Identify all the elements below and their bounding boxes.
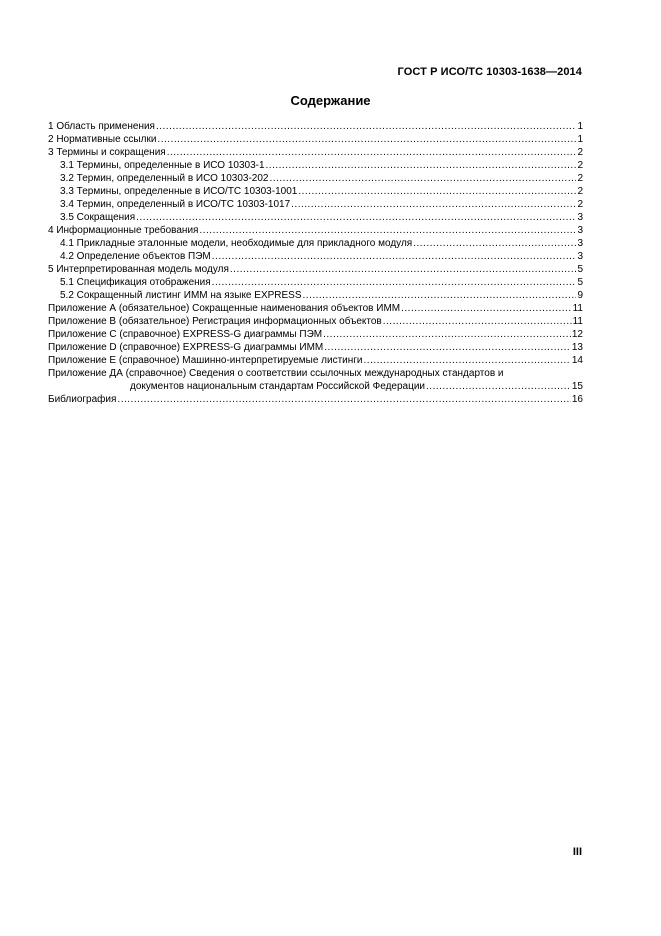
toc-entry-page: 14 (571, 355, 583, 366)
toc-leader-dots (167, 146, 577, 159)
toc-entry[interactable] (48, 211, 583, 224)
toc-entry[interactable] (48, 302, 583, 315)
toc-entry[interactable] (48, 172, 583, 185)
toc-leader-dots (426, 380, 571, 393)
toc-leader-dots (157, 133, 576, 146)
toc-entry[interactable] (48, 224, 583, 237)
toc-entry-page: 3 (577, 225, 583, 236)
toc-entry[interactable] (48, 120, 583, 133)
toc-entry-title: 3.2 Термин, определенный в ИСО 10303-202 (60, 173, 269, 184)
page-title: Содержание (290, 93, 371, 108)
toc-entry-continuation[interactable] (48, 380, 583, 393)
page-number: III (572, 846, 582, 858)
toc-leader-dots (199, 224, 576, 237)
toc-entry-page: 1 (577, 134, 583, 145)
toc-entry[interactable] (48, 289, 583, 302)
toc-entry[interactable] (48, 367, 583, 380)
toc-entry-page: 5 (577, 264, 583, 275)
toc-entry[interactable] (48, 328, 583, 341)
toc-entry-title: 3 Термины и сокращения (48, 147, 166, 158)
toc-entry-title: Приложение А (обязательное) Сокращенные наименования объектов ИММ (48, 303, 401, 314)
toc-leader-dots (298, 185, 576, 198)
toc-entry[interactable] (48, 146, 583, 159)
toc-leader-dots (401, 302, 571, 315)
toc-entry-page: 1 (577, 121, 583, 132)
toc-entry-page: 3 (577, 251, 583, 262)
toc-entry-title-continuation: документов национальным стандартам Российской Федерации (130, 381, 426, 392)
toc-entry-page: 3 (577, 238, 583, 249)
toc-leader-dots (212, 250, 577, 263)
toc-entry-title: 4 Информационные требования (48, 225, 199, 236)
toc-leader-dots (156, 120, 576, 133)
toc-entry-page: 5 (577, 277, 583, 288)
toc-entry-title: 3.3 Термины, определенные в ИСО/ТС 10303-1001 (60, 186, 298, 197)
toc-leader-dots (413, 237, 576, 250)
toc-leader-dots (270, 172, 577, 185)
toc-entry-page: 13 (571, 342, 583, 353)
document-id-header: ГОСТ Р ИСО/ТС 10303-1638—2014 (397, 66, 582, 78)
toc-entry-title: Приложение В (обязательное) Регистрация информационных объектов (48, 316, 382, 327)
toc-leader-dots (324, 341, 571, 354)
toc-entry-page: 2 (577, 199, 583, 210)
toc-leader-dots (136, 211, 576, 224)
toc-entry-title: Приложение D (справочное) EXPRESS-G диаграммы ИММ (48, 342, 324, 353)
toc-entry-page: 3 (577, 212, 583, 223)
toc-entry-title: 5 Интерпретированная модель модуля (48, 264, 229, 275)
toc-entry-page: 2 (577, 173, 583, 184)
toc-leader-dots (266, 159, 577, 172)
toc-leader-dots (383, 315, 572, 328)
toc-leader-dots (117, 393, 570, 406)
toc-entry[interactable] (48, 393, 583, 406)
toc-entry[interactable] (48, 354, 583, 367)
toc-leader-dots (364, 354, 571, 367)
toc-leader-dots (323, 328, 571, 341)
toc-entry-title: 5.1 Спецификация отображения (60, 277, 211, 288)
toc-entry-title: Приложение Е (справочное) Машинно-интерпретируемые листинги (48, 355, 363, 366)
toc-entry-title: 4.1 Прикладные эталонные модели, необходимые для прикладного модуля (60, 238, 413, 249)
toc-entry-title: 3.4 Термин, определенный в ИСО/ТС 10303-1017 (60, 199, 291, 210)
toc-entry[interactable] (48, 133, 583, 146)
toc-entry[interactable] (48, 263, 583, 276)
toc-entry[interactable] (48, 276, 583, 289)
toc-entry-page: 11 (572, 303, 583, 314)
toc-leader-dots (291, 198, 576, 211)
toc-entry[interactable] (48, 250, 583, 263)
toc-entry-page: 15 (571, 381, 583, 392)
toc-entry-title: 2 Нормативные ссылки (48, 134, 157, 145)
toc-entry[interactable] (48, 341, 583, 354)
toc-entry-title: 4.2 Определение объектов ПЭМ (60, 251, 211, 262)
toc-entry-page: 2 (577, 160, 583, 171)
toc-entry-page: 11 (572, 316, 583, 327)
toc-entry[interactable] (48, 185, 583, 198)
toc-leader-dots (230, 263, 577, 276)
toc-entry-page: 2 (577, 186, 583, 197)
toc-entry-title: 3.5 Сокращения (60, 212, 136, 223)
toc-entry-page: 12 (571, 329, 583, 340)
toc-entry-title: Приложение С (справочное) EXPRESS-G диаграммы ПЭМ (48, 329, 323, 340)
table-of-contents (48, 120, 583, 406)
toc-entry[interactable] (48, 198, 583, 211)
toc-entry[interactable] (48, 237, 583, 250)
toc-entry-page: 16 (571, 394, 583, 405)
toc-entry-title: 3.1 Термины, определенные в ИСО 10303-1 (60, 160, 265, 171)
toc-entry-title: 1 Область применения (48, 121, 155, 132)
toc-entry-title: 5.2 Сокращенный листинг ИММ на языке EXPRESS (60, 290, 302, 301)
toc-entry-page: 2 (577, 147, 583, 158)
toc-entry-title: Библиография (48, 394, 117, 405)
toc-entry-title: Приложение ДА (справочное) Сведения о соответствии ссылочных международных стандартов и (48, 368, 504, 379)
toc-entry-page: 9 (577, 290, 583, 301)
toc-leader-dots (212, 276, 577, 289)
toc-entry[interactable] (48, 159, 583, 172)
toc-leader-dots (303, 289, 577, 302)
toc-entry[interactable] (48, 315, 583, 328)
